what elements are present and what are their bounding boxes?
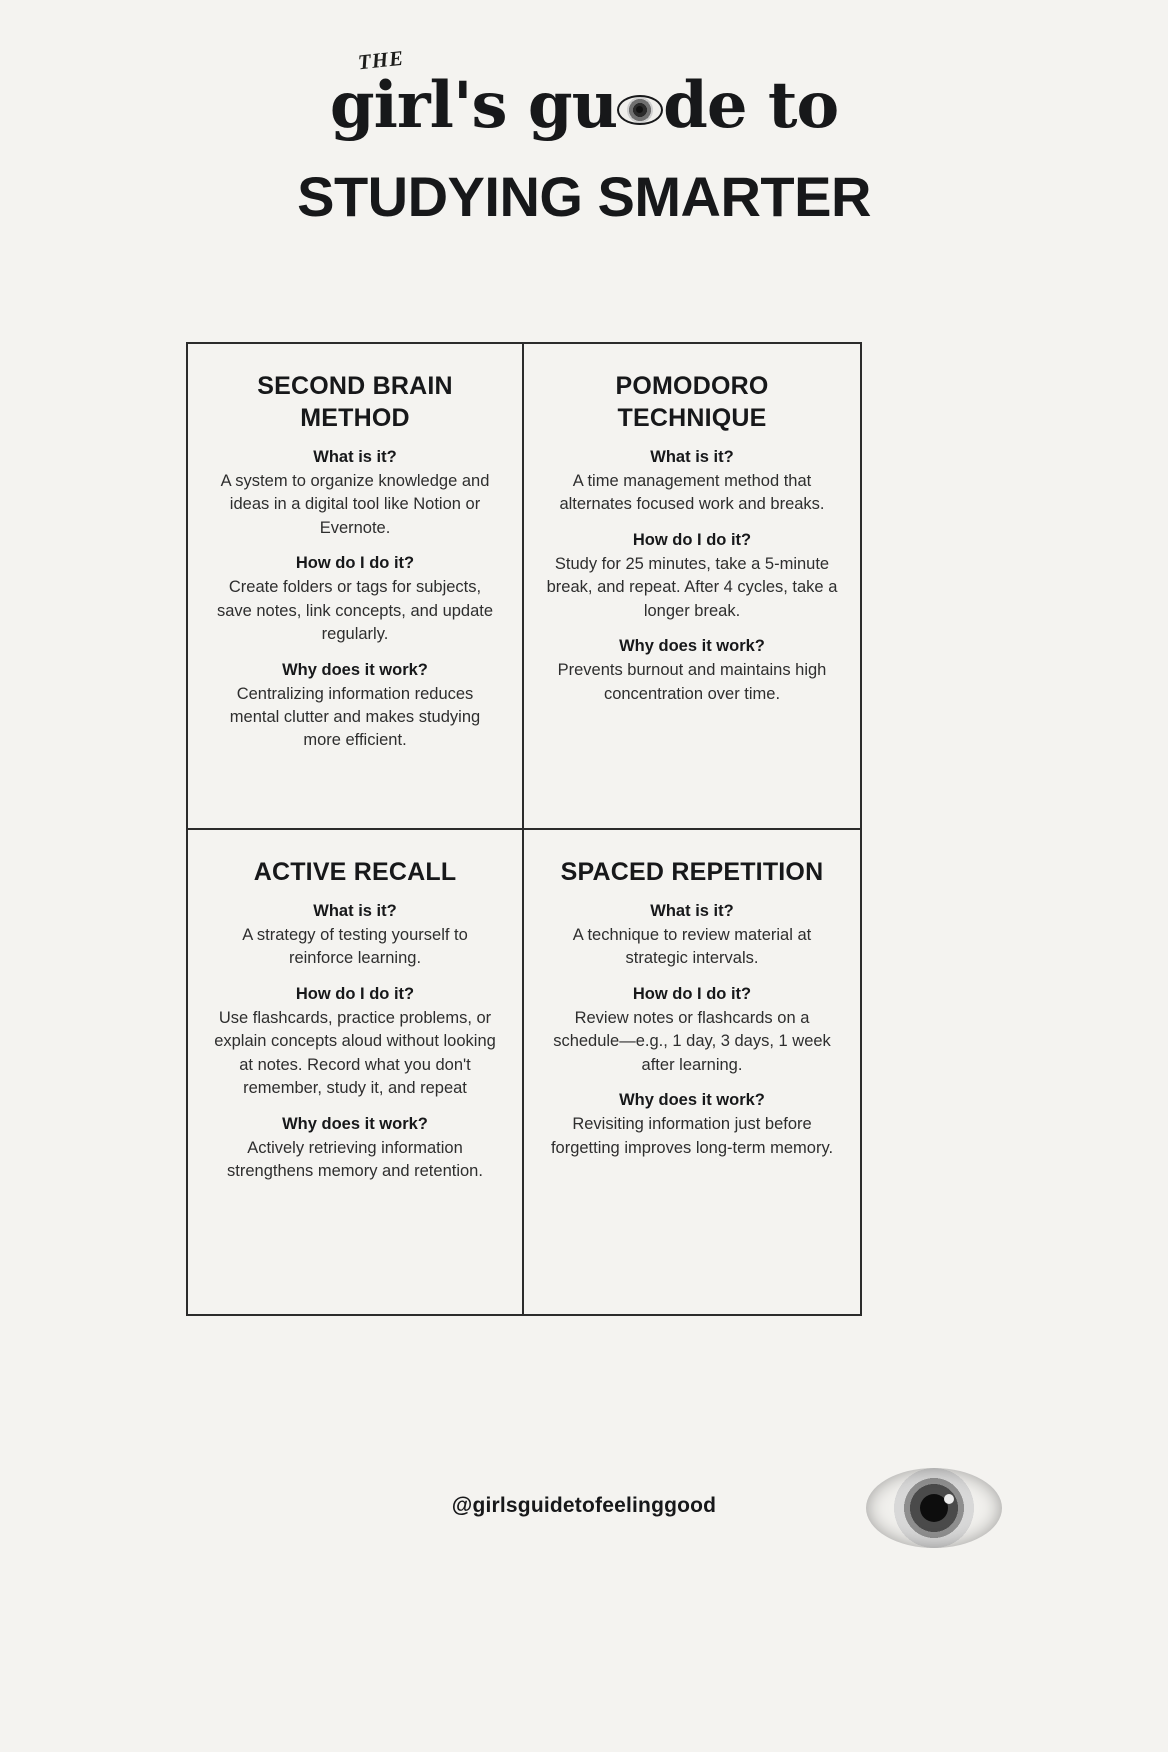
card-title: ACTIVE RECALL <box>253 858 457 886</box>
card-qa-block <box>210 661 500 753</box>
card-answer: A time management method that alternates focused work and breaks. <box>559 472 825 514</box>
card-answer: Prevents burnout and maintains high concentration over time. <box>557 661 827 703</box>
card-question: Why does it work? <box>282 1114 428 1133</box>
card-qa-block <box>546 637 838 706</box>
card-question: What is it? <box>313 902 397 920</box>
card-question: What is it? <box>650 448 734 466</box>
card-answer: Study for 25 minutes, take a 5-minute break, and repeat. After 4 cycles, take a longer break. <box>546 554 838 620</box>
card-qa-block <box>210 902 500 971</box>
card-qa-block <box>210 1115 500 1184</box>
card-answer: Create folders or tags for subjects, save notes, link concepts, and update regularly. <box>216 578 494 644</box>
page-header <box>0 0 1168 229</box>
brand-wordmark-post: de to <box>663 68 839 143</box>
card-question: What is it? <box>650 902 734 920</box>
card-answer: A system to organize knowledge and ideas in a digital tool like Notion or Evernote. <box>220 472 490 537</box>
card-question: How do I do it? <box>632 984 752 1003</box>
brand-logo <box>329 45 839 143</box>
card-title: SECOND BRAIN METHOD <box>257 372 453 432</box>
card-title: POMODORO TECHNIQUE <box>615 372 769 432</box>
eye-icon <box>866 1468 1002 1548</box>
card-qa-block <box>546 1091 838 1160</box>
card-answer: Actively retrieving information strengthens memory and retention. <box>227 1138 483 1180</box>
card-answer: Review notes or flashcards on a schedule—e.g., 1 day, 3 days, 1 week after learning. <box>553 1008 831 1074</box>
card-answer: A strategy of testing yourself to reinforce learning. <box>242 926 468 968</box>
card-second-brain-method <box>188 344 524 830</box>
card-qa-block <box>546 531 838 623</box>
eye-icon <box>617 91 663 131</box>
card-question: Why does it work? <box>619 637 765 656</box>
card-qa-block <box>210 554 500 646</box>
brand-wordmark-pre: girl's gu <box>329 68 618 143</box>
brand-wordmark <box>330 68 838 143</box>
brand-the-label: THE <box>356 45 406 75</box>
card-answer: A technique to review material at strategic intervals. <box>572 926 812 968</box>
card-qa-block <box>546 985 838 1077</box>
card-question: What is it? <box>313 448 397 466</box>
card-question: Why does it work? <box>619 1091 765 1110</box>
card-qa-block <box>546 902 838 971</box>
card-question: Why does it work? <box>282 660 428 679</box>
card-active-recall <box>188 830 524 1316</box>
card-qa-block <box>546 448 838 517</box>
card-qa-block <box>210 985 500 1101</box>
card-spaced-repetition <box>524 830 860 1316</box>
card-answer: Use flashcards, practice problems, or explain concepts aloud without looking at notes. Record what you don't remember, study it, and repeat <box>214 1008 496 1098</box>
card-answer: Revisiting information just before forgetting improves long-term memory. <box>550 1115 834 1157</box>
card-answer: Centralizing information reduces mental clutter and makes studying more efficient. <box>229 684 481 750</box>
methods-grid <box>186 342 862 1316</box>
social-handle: @girlsguidetofeelinggood <box>451 1494 717 1517</box>
card-title: SPACED REPETITION <box>560 858 824 886</box>
card-question: How do I do it? <box>295 984 415 1003</box>
card-pomodoro-technique <box>524 344 860 830</box>
card-question: How do I do it? <box>295 554 415 573</box>
card-question: How do I do it? <box>632 530 752 549</box>
card-qa-block <box>210 448 500 540</box>
page-title: STUDYING SMARTER <box>297 165 871 228</box>
